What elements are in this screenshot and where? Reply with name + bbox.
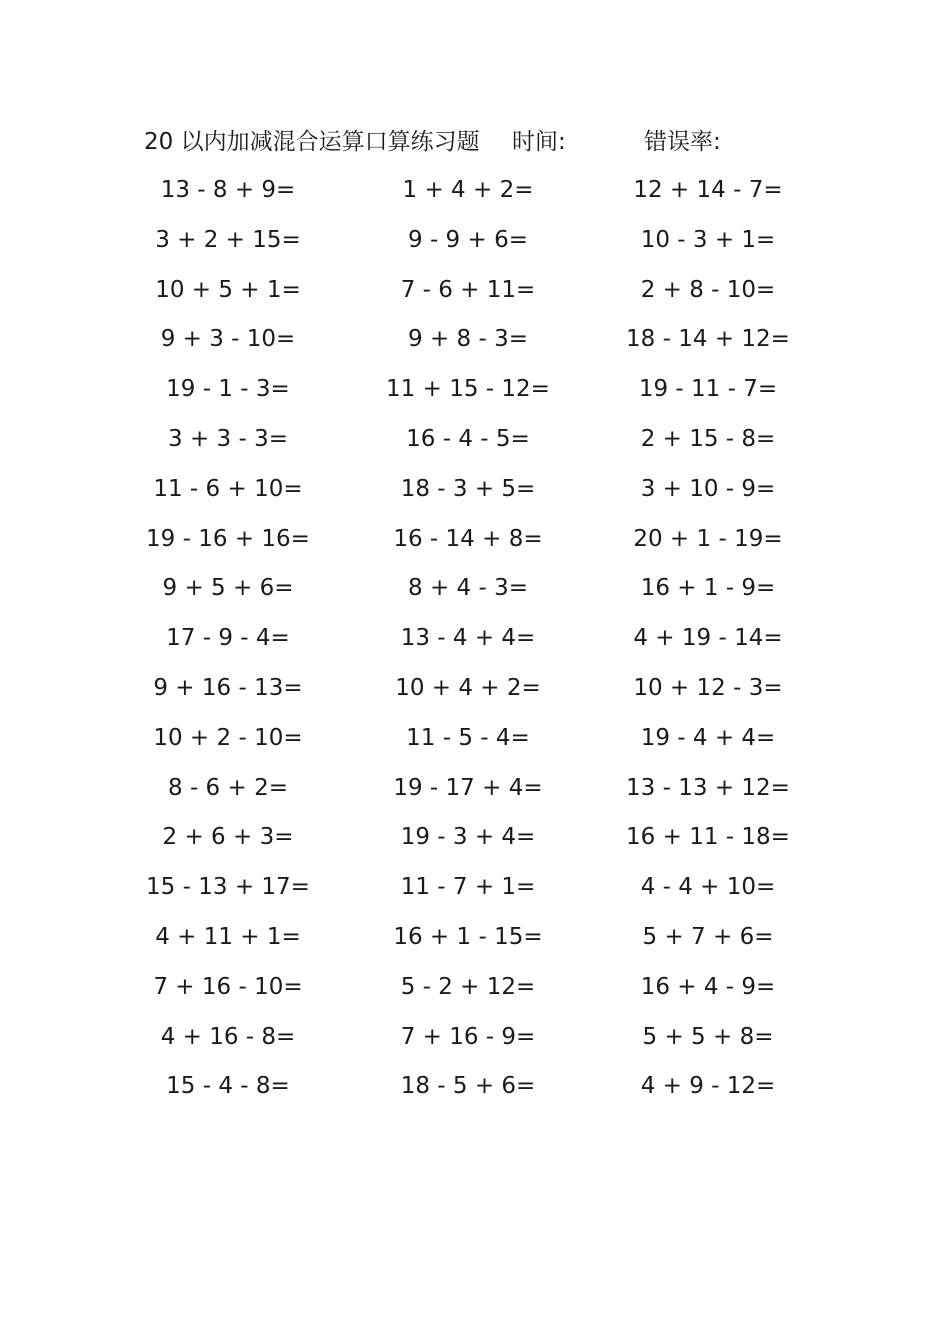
problem-row xyxy=(0,764,950,814)
math-problem: 7 - 6 + 11= xyxy=(400,276,536,303)
math-problem: 19 - 17 + 4= xyxy=(393,774,543,801)
problem-row xyxy=(0,465,950,515)
math-problem: 11 + 15 - 12= xyxy=(386,376,550,403)
problem-row xyxy=(0,1013,950,1063)
math-problem: 2 + 15 - 8= xyxy=(640,425,776,452)
math-problem: 19 - 1 - 3= xyxy=(166,376,290,403)
problem-row xyxy=(0,614,950,664)
problem-row xyxy=(0,913,950,963)
math-problem: 2 + 8 - 10= xyxy=(640,276,776,303)
math-problem: 8 - 6 + 2= xyxy=(168,774,288,801)
math-problem: 10 + 2 - 10= xyxy=(153,724,303,751)
math-problem: 5 + 7 + 6= xyxy=(642,923,774,950)
math-problem: 18 - 14 + 12= xyxy=(626,326,790,353)
problem-row xyxy=(0,216,950,266)
math-problem: 4 + 9 - 12= xyxy=(640,1073,776,1100)
math-problem: 4 + 11 + 1= xyxy=(155,923,301,950)
math-problem: 13 - 8 + 9= xyxy=(160,177,296,203)
problem-row xyxy=(0,365,950,415)
math-problem: 15 - 13 + 17= xyxy=(146,874,310,901)
math-problem: 13 - 4 + 4= xyxy=(400,625,536,652)
math-problem: 3 + 2 + 15= xyxy=(155,226,301,253)
math-problem: 4 + 19 - 14= xyxy=(633,625,783,652)
math-problem: 13 - 13 + 12= xyxy=(626,774,790,801)
math-problem: 9 + 8 - 3= xyxy=(408,326,528,353)
math-problem: 9 - 9 + 6= xyxy=(408,226,528,253)
math-problem: 5 + 5 + 8= xyxy=(642,1023,774,1050)
problem-row xyxy=(0,166,950,216)
math-problem: 9 + 16 - 13= xyxy=(153,674,303,701)
problem-row xyxy=(0,515,950,565)
math-problem: 16 - 4 - 5= xyxy=(406,425,530,452)
math-problem: 4 + 16 - 8= xyxy=(160,1023,296,1050)
math-problem: 16 + 1 - 9= xyxy=(640,575,776,602)
problem-row xyxy=(0,315,950,365)
math-problem: 11 - 6 + 10= xyxy=(153,475,303,502)
math-problem: 16 - 14 + 8= xyxy=(393,525,543,552)
math-problem: 19 - 11 - 7= xyxy=(638,376,778,403)
math-problem: 7 + 16 - 10= xyxy=(153,973,303,1000)
math-problem: 16 + 11 - 18= xyxy=(626,824,790,851)
math-problem: 12 + 14 - 7= xyxy=(633,177,783,203)
math-problem: 11 - 5 - 4= xyxy=(406,724,530,751)
math-problem: 3 + 10 - 9= xyxy=(640,475,776,502)
problem-row xyxy=(0,813,950,863)
math-problem: 10 + 5 + 1= xyxy=(155,276,301,303)
problem-row xyxy=(0,564,950,614)
math-problem: 15 - 4 - 8= xyxy=(166,1073,290,1100)
problem-row xyxy=(0,863,950,913)
math-problem: 18 - 3 + 5= xyxy=(400,475,536,502)
problem-grid xyxy=(0,166,950,1112)
math-problem: 8 + 4 - 3= xyxy=(408,575,528,602)
math-problem: 16 + 1 - 15= xyxy=(393,923,543,950)
math-problem: 11 - 7 + 1= xyxy=(400,874,536,901)
problem-row xyxy=(0,963,950,1013)
time-label: 时间: xyxy=(512,129,566,155)
problem-row xyxy=(0,714,950,764)
math-problem: 19 - 16 + 16= xyxy=(146,525,310,552)
math-problem: 10 - 3 + 1= xyxy=(640,226,776,253)
math-problem: 19 - 4 + 4= xyxy=(640,724,776,751)
math-problem: 5 - 2 + 12= xyxy=(400,973,536,1000)
error-rate-label: 错误率: xyxy=(644,129,721,155)
page-title: 20 以内加减混合运算口算练习题 xyxy=(144,129,480,155)
math-problem: 1 + 4 + 2= xyxy=(402,177,534,203)
math-problem: 2 + 6 + 3= xyxy=(162,824,294,851)
math-problem: 9 + 5 + 6= xyxy=(162,575,294,602)
math-problem: 4 - 4 + 10= xyxy=(640,874,776,901)
math-problem: 3 + 3 - 3= xyxy=(168,425,288,452)
problem-row xyxy=(0,664,950,714)
math-problem: 18 - 5 + 6= xyxy=(400,1073,536,1100)
problem-row xyxy=(0,415,950,465)
problem-row xyxy=(0,266,950,316)
worksheet-header xyxy=(144,124,844,160)
math-problem: 19 - 3 + 4= xyxy=(400,824,536,851)
math-problem: 17 - 9 - 4= xyxy=(166,625,290,652)
math-problem: 7 + 16 - 9= xyxy=(400,1023,536,1050)
math-problem: 9 + 3 - 10= xyxy=(160,326,296,353)
math-problem: 20 + 1 - 19= xyxy=(633,525,783,552)
math-problem: 10 + 12 - 3= xyxy=(633,674,783,701)
math-problem: 16 + 4 - 9= xyxy=(640,973,776,1000)
math-problem: 10 + 4 + 2= xyxy=(395,674,541,701)
problem-row xyxy=(0,1062,950,1112)
